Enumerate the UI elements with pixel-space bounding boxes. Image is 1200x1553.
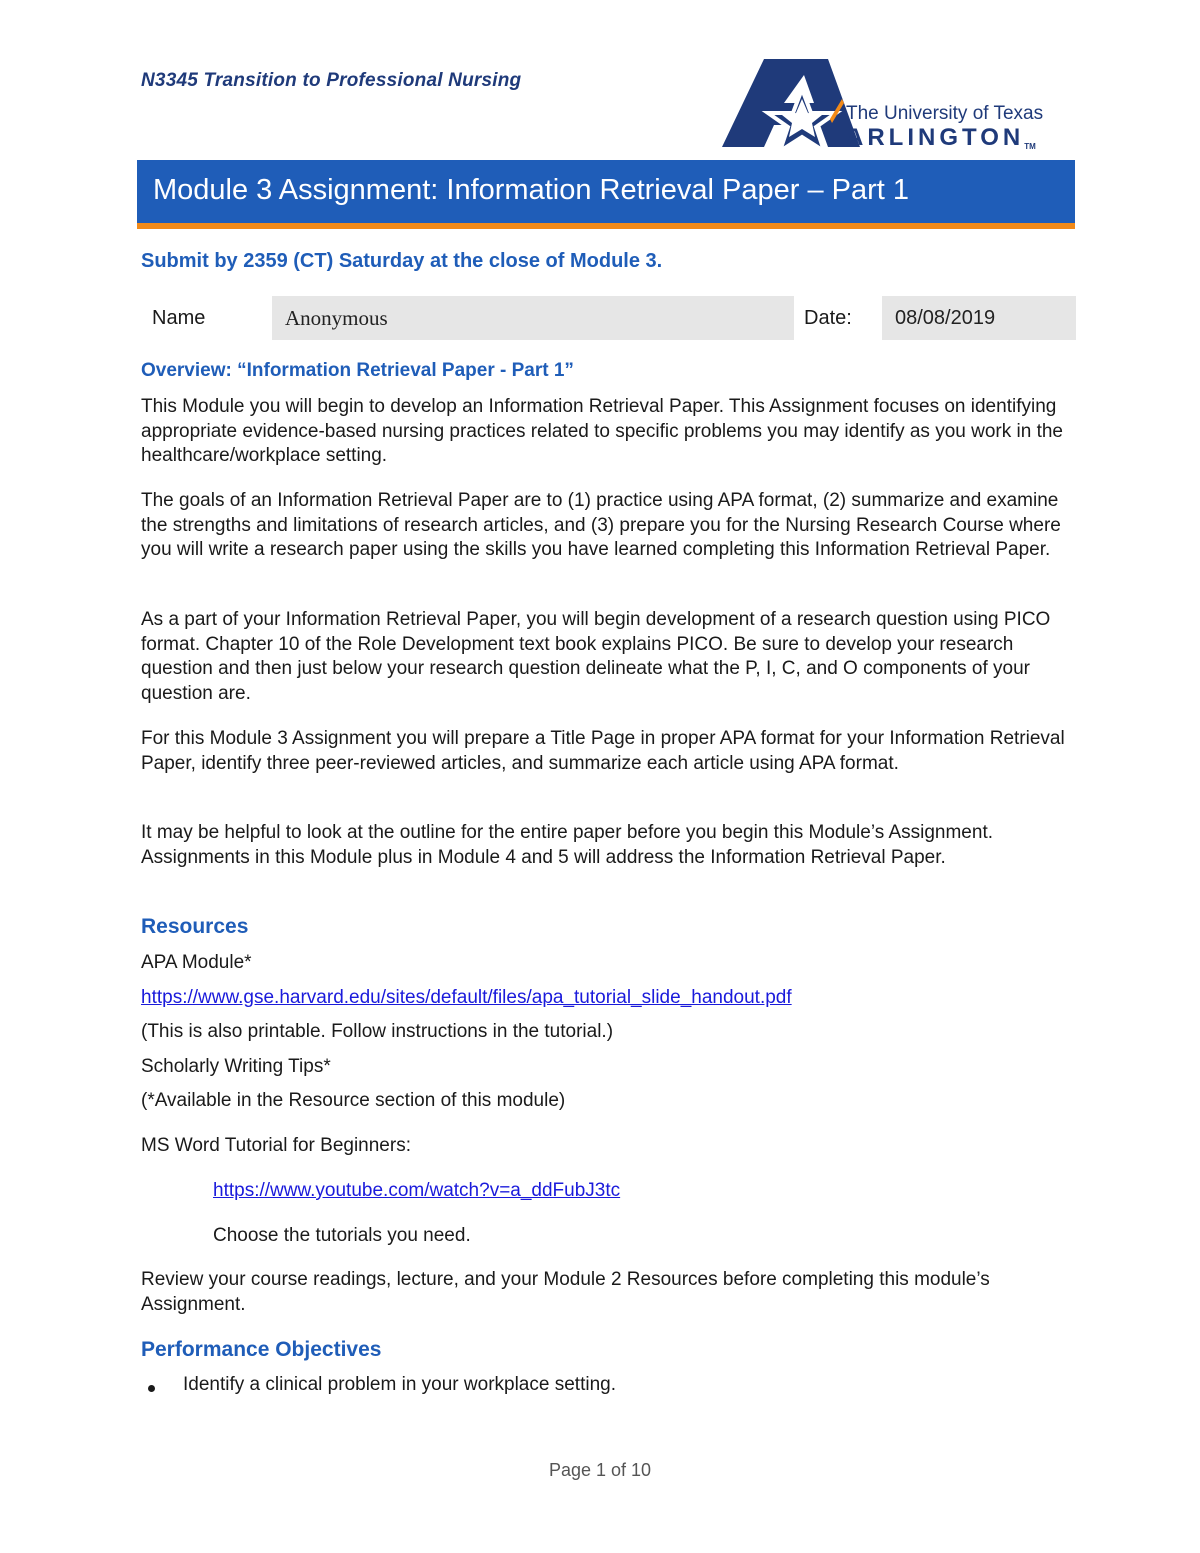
name-label: Name — [152, 307, 206, 329]
youtube-tutorial-link[interactable]: https://www.youtube.com/watch?v=a_ddFubJ3tc — [213, 1180, 621, 1201]
overview-paragraph-3: As a part of your Information Retrieval Paper, you will begin development of a research question using PICO format. Chapter 10 of the Role Development text book explains PICO. Be sure to develop your research question and then just below your research question delineate what the P, I, C, and O components of your question are. — [141, 609, 1051, 704]
objectives-heading: Performance Objectives — [141, 1338, 382, 1361]
apa-tutorial-link[interactable]: https://www.gse.harvard.edu/sites/default/files/apa_tutorial_slide_handout.pdf — [141, 987, 792, 1008]
objective-item: Identify a clinical problem in your workplace setting. — [183, 1374, 616, 1395]
overview-heading: Overview: “Information Retrieval Paper - Part 1” — [141, 360, 574, 381]
overview-paragraph-4: For this Module 3 Assignment you will prepare a Title Page in proper APA format for your Information Retrieval Paper, identify three peer-reviewed articles, and summarize each article using APA format. — [141, 728, 1065, 774]
logo-arlington-text: ARLINGTON — [846, 124, 1025, 151]
availability-note: (*Available in the Resource section of this module) — [141, 1090, 566, 1111]
title-banner — [137, 160, 1075, 229]
name-field[interactable]: Anonymous — [272, 296, 794, 340]
uta-logo — [716, 55, 1086, 155]
overview-paragraph-5: It may be helpful to look at the outline for the entire paper before you begin this Module’s Assignment. Assignments in this Module plus in Module 4 and 5 will address the Information Retrieval Paper. — [141, 822, 994, 868]
resources-heading: Resources — [141, 915, 249, 938]
bullet-icon — [148, 1385, 155, 1392]
logo-university-text: The University of Texas — [846, 103, 1044, 124]
page-title: Module 3 Assignment: Information Retrieval Paper – Part 1 — [153, 174, 909, 206]
writing-tips-label: Scholarly Writing Tips* — [141, 1056, 331, 1077]
course-title: N3345 Transition to Professional Nursing — [141, 70, 522, 91]
apa-module-label: APA Module* — [141, 952, 252, 973]
apa-printable-note: (This is also printable. Follow instructions in the tutorial.) — [141, 1021, 614, 1042]
submit-deadline: Submit by 2359 (CT) Saturday at the close of Module 3. — [141, 250, 663, 272]
logo-tm: TM — [1024, 142, 1036, 151]
overview-paragraph-1: This Module you will begin to develop an Information Retrieval Paper. This Assignment focuses on identifying appropriate evidence-based nursing practices related to specific problems you may identify as you work in the healthcare/workplace setting. — [141, 396, 1063, 466]
review-note: Review your course readings, lecture, and your Module 2 Resources before completing this module’s Assignment. — [141, 1269, 990, 1315]
page-number: Page 1 of 10 — [548, 1460, 652, 1480]
choose-tutorials-note: Choose the tutorials you need. — [213, 1225, 471, 1246]
date-label: Date: — [804, 307, 852, 329]
overview-paragraph-2: The goals of an Information Retrieval Paper are to (1) practice using APA format, (2) summarize and examine the strengths and limitations of research articles, and (3) prepare you for the Nursing Research Course where you will write a research paper using the skills you have learned completing this Information Retrieval Paper. — [141, 490, 1061, 560]
ms-word-label: MS Word Tutorial for Beginners: — [141, 1135, 411, 1156]
date-field[interactable]: 08/08/2019 — [882, 296, 1076, 340]
